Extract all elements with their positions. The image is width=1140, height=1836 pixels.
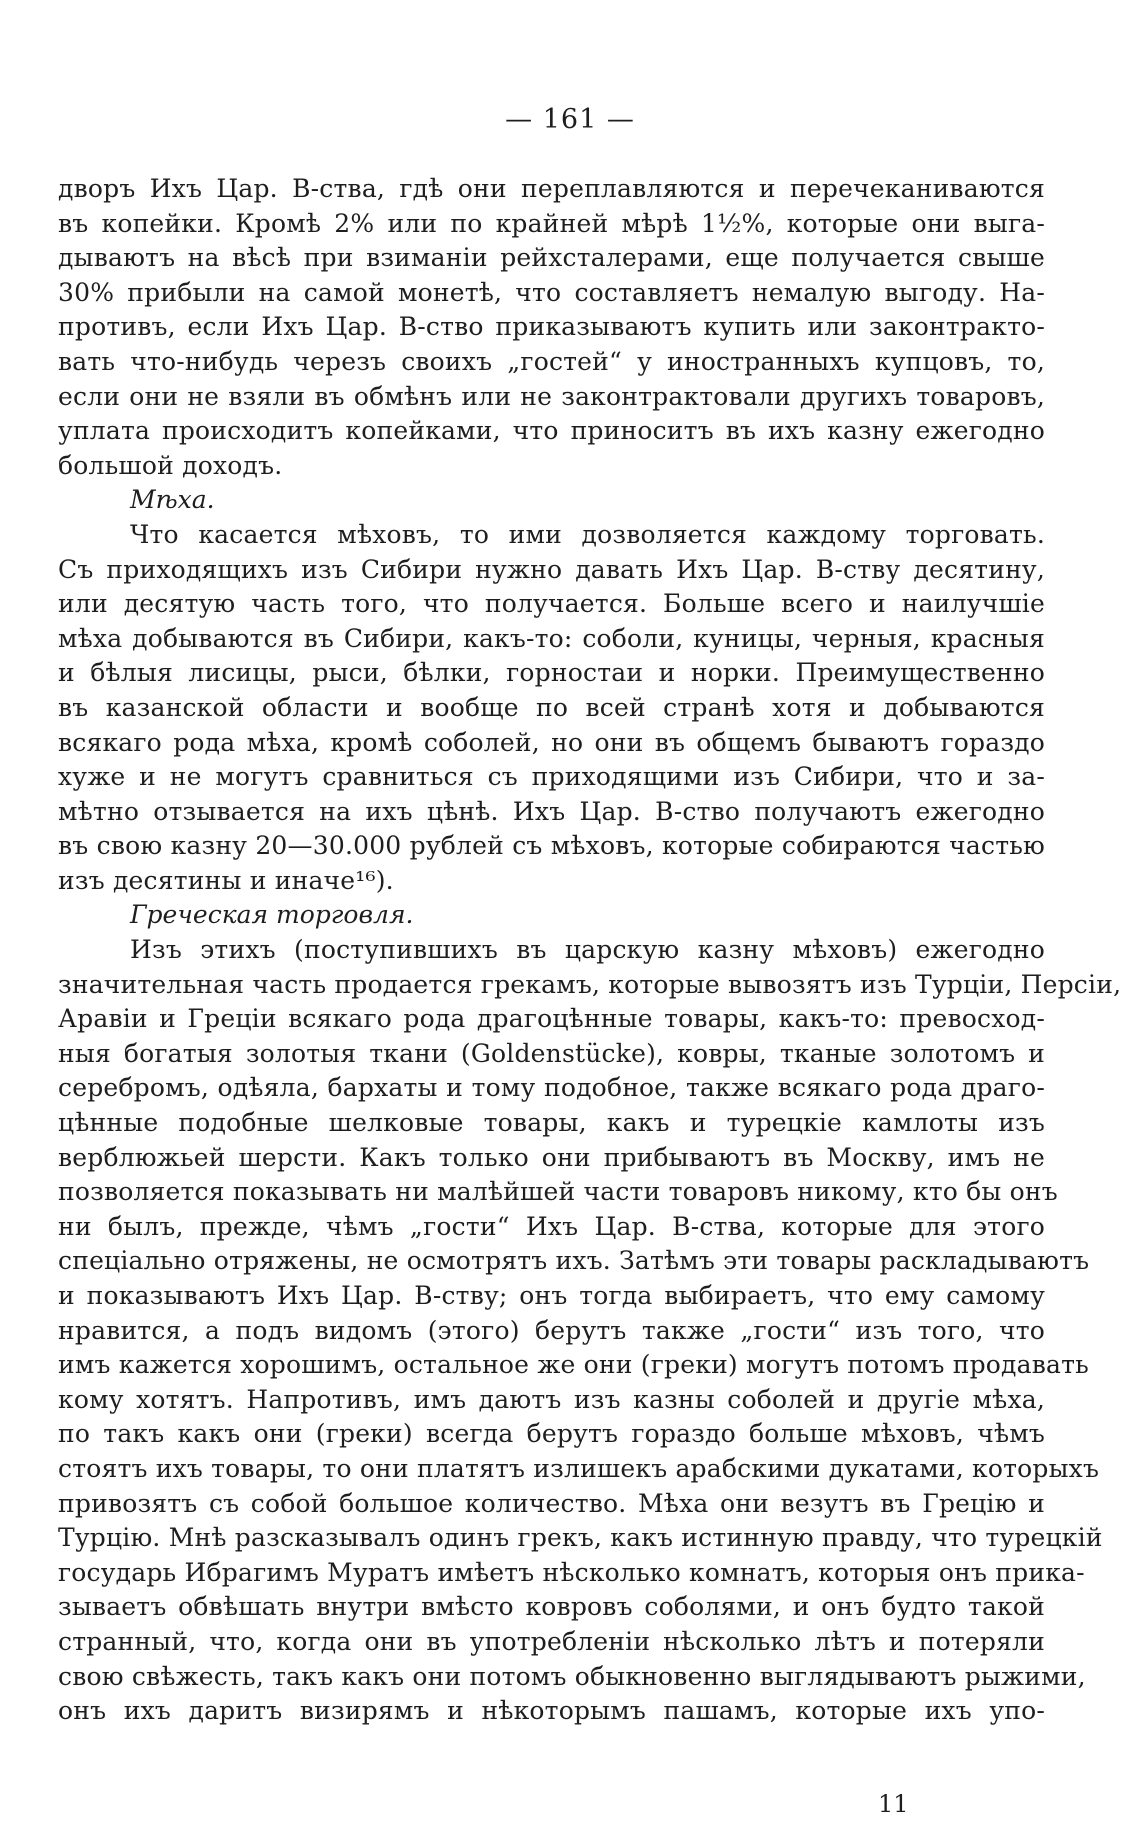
text-line: хуже и не могутъ сравниться съ приходящими изъ Сибири, что и за- [58, 762, 1045, 792]
text-line: Что касается мѣховъ, то ими дозволяется каждому торговать. [130, 519, 1045, 549]
text-line: или десятую часть того, что получается. Больше всего и наилучшіе [58, 589, 1045, 619]
text-line: и показываютъ Ихъ Цар. В-ству; онъ тогда выбираетъ, что ему самому [58, 1281, 1045, 1310]
body-text [58, 172, 1122, 1729]
text-line: въ казанской области и вообще по всей странѣ хотя и добываются [58, 692, 1045, 722]
text-line: ныя богатыя золотыя ткани (Goldenstücke), ковры, тканые золотомъ и [58, 1038, 1045, 1068]
text-line: мѣтно отзывается на ихъ цѣнѣ. Ихъ Цар. В-ство получаютъ ежегодно [58, 796, 1045, 826]
text-line: Турцію. Мнѣ разсказывалъ одинъ грекъ, какъ истинную правду, что турецкій [58, 1523, 1103, 1553]
text-line: онъ ихъ даритъ визирямъ и нѣкоторымъ пашамъ, которые ихъ упо- [58, 1696, 1045, 1726]
text-line: Съ приходящихъ изъ Сибири нужно давать Ихъ Цар. В-ству десятину, [58, 554, 1045, 584]
text-line: въ копейки. Кромѣ 2% или по крайней мѣрѣ 1½%, которые они выга- [58, 208, 1045, 238]
text-line: и бѣлыя лисицы, рыси, бѣлки, горностаи и норки. Преимущественно [58, 658, 1045, 688]
text-line: цѣнные подобные шелковые товары, какъ и турецкіе камлоты изъ [58, 1108, 1045, 1138]
section-heading: Мѣха. [130, 485, 215, 515]
text-line: серебромъ, одѣяла, бархаты и тому подобное, также всякаго рода драго- [58, 1073, 1045, 1103]
text-line: странный, что, когда они въ употребленіи нѣсколько лѣтъ и потеряли [58, 1626, 1045, 1656]
text-line: если они не взяли въ обмѣнъ или не законтрактовали другихъ товаровъ, [58, 381, 1045, 411]
text-line: большой доходъ. [58, 450, 283, 480]
text-line: изъ десятины и иначе¹⁶). [58, 865, 394, 895]
text-line: противъ, если Ихъ Цар. В-ство приказываютъ купить или законтракто- [58, 312, 1045, 342]
printer-signature-mark: 11 [878, 1790, 909, 1818]
text-line: верблюжьей шерсти. Какъ только они прибываютъ въ Москву, имъ не [58, 1142, 1045, 1172]
page-number: — 161 — [505, 104, 635, 135]
text-line: значительная часть продается грекамъ, которые вывозятъ изъ Турціи, Персіи, [58, 969, 1122, 999]
text-line: всякаго рода мѣха, кромѣ соболей, но они въ общемъ бываютъ гораздо [58, 727, 1045, 757]
text-line: по такъ какъ они (греки) всегда берутъ гораздо больше мѣховъ, чѣмъ [58, 1419, 1045, 1449]
text-line: Изъ этихъ (поступившихъ въ царскую казну мѣховъ) ежегодно [130, 935, 1045, 965]
text-line: Аравіи и Греціи всякаго рода драгоцѣнные товары, какъ-то: превосход- [58, 1004, 1045, 1034]
text-line: спеціально отряжены, не осмотрятъ ихъ. Затѣмъ эти товары раскладываютъ [58, 1246, 1090, 1276]
text-line: привозятъ съ собой большое количество. Мѣха они везутъ въ Грецію и [58, 1488, 1045, 1518]
text-line: имъ кажется хорошимъ, остальное же они (греки) могутъ потомъ продавать [58, 1350, 1089, 1380]
text-line: вать что-нибудь черезъ своихъ „гостей“ у иностранныхъ купцовъ, то, [58, 346, 1045, 376]
text-line: кому хотятъ. Напротивъ, имъ даютъ изъ казны соболей и другіе мѣха, [58, 1384, 1045, 1414]
text-line: дворъ Ихъ Цар. В-ства, гдѣ они переплавляются и перечеканиваются [58, 174, 1045, 203]
text-line: зываетъ обвѣшать внутри вмѣсто ковровъ соболями, и онъ будто такой [58, 1592, 1045, 1622]
section-heading: Греческая торговля. [130, 900, 414, 930]
text-line: позволяется показывать ни малѣйшей части товаровъ никому, кто бы онъ [58, 1177, 1058, 1207]
text-line: уплата происходитъ копейками, что приноситъ въ ихъ казну ежегодно [58, 416, 1045, 446]
text-line: ни былъ, прежде, чѣмъ „гости“ Ихъ Цар. В-ства, которые для этого [58, 1211, 1045, 1241]
text-line: дываютъ на вѣсѣ при взиманіи рейхсталерами, еще получается свыше [58, 243, 1045, 273]
text-line: государь Ибрагимъ Муратъ имѣетъ нѣсколько комнатъ, которыя онъ прика- [58, 1557, 1085, 1587]
text-line: 30% прибыли на самой монетѣ, что составляетъ немалую выгоду. На- [58, 277, 1045, 307]
text-line: стоятъ ихъ товары, то они платятъ излишекъ арабскими дукатами, которыхъ [58, 1453, 1100, 1483]
text-line: мѣха добываются въ Сибири, какъ-то: соболи, куницы, черныя, красныя [58, 623, 1045, 653]
text-line: нравится, а подъ видомъ (этого) берутъ также „гости“ изъ того, что [58, 1315, 1045, 1345]
text-line: въ свою казну 20—30.000 рублей съ мѣховъ, которые собираются частью [58, 831, 1045, 861]
text-line: свою свѣжесть, такъ какъ они потомъ обыкновенно выглядываютъ рыжими, [58, 1661, 1086, 1691]
